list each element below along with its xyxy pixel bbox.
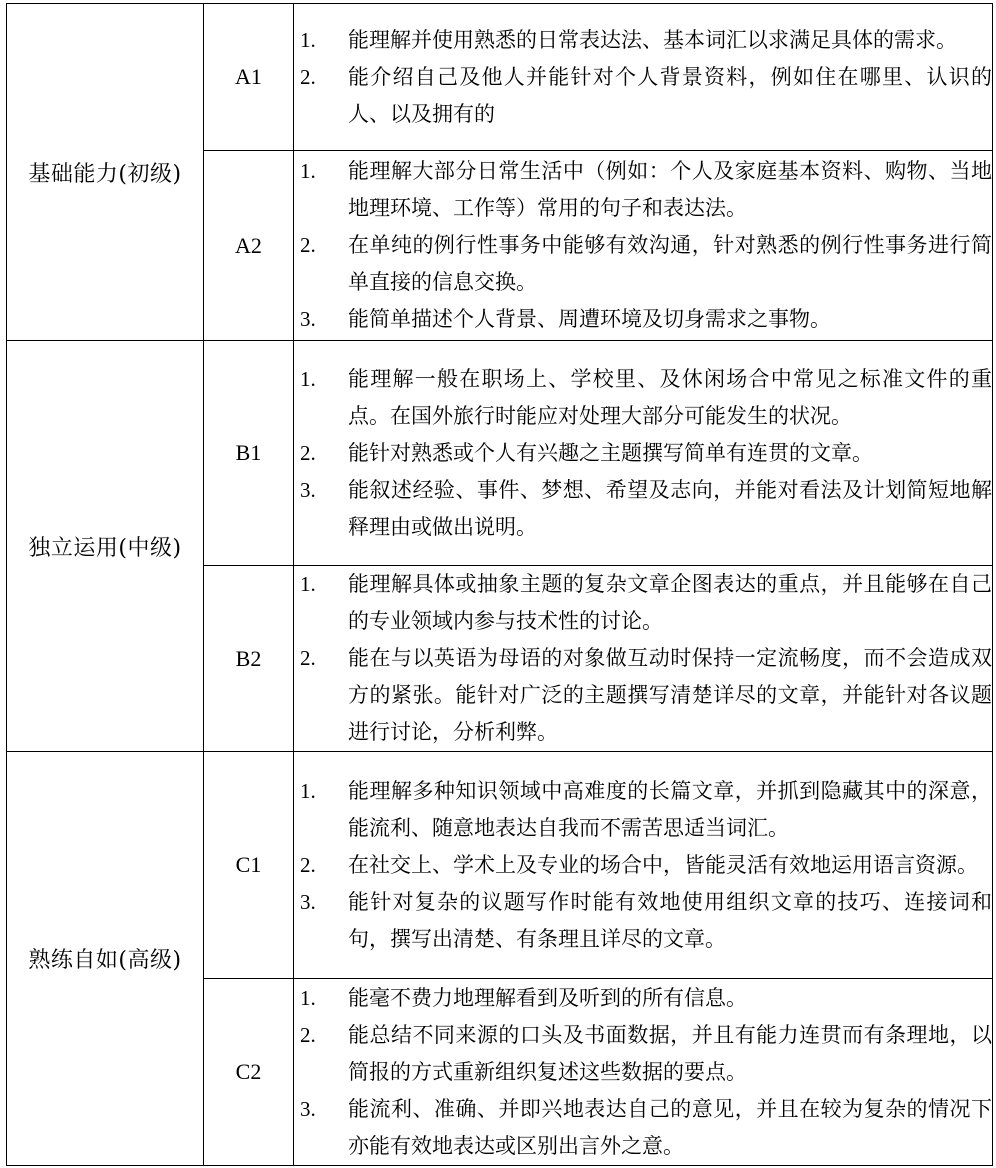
item-number: 3. bbox=[300, 1096, 316, 1121]
category-cell: 熟练自如(高级) bbox=[7, 752, 204, 1166]
description-list bbox=[294, 773, 992, 958]
item-text: 能介绍自己及他人并能针对个人背景资料，例如住在哪里、认识的人、以及拥有的 bbox=[348, 64, 992, 126]
list-item bbox=[294, 59, 992, 133]
item-number: 2. bbox=[300, 233, 316, 257]
item-number: 2. bbox=[300, 1022, 316, 1047]
list-item bbox=[294, 847, 992, 884]
level-cell: A2 bbox=[204, 151, 294, 341]
item-text: 能在与以英语为母语的对象做互动时保持一定流畅度，而不会造成双方的紧张。能针对广泛的主题撰写清楚详尽的文章，并能针对各议题进行讨论，分析利弊。 bbox=[348, 646, 992, 744]
item-number: 1. bbox=[300, 985, 316, 1010]
item-text: 能理解具体或抽象主题的复杂文章企图表达的重点，并且能够在自己的专业领域内参与技术性的讨论。 bbox=[348, 572, 992, 633]
description-cell bbox=[294, 151, 993, 341]
category-cell: 基础能力(初级) bbox=[7, 4, 204, 341]
item-number: 2. bbox=[300, 852, 316, 877]
item-text: 能理解大部分日常生活中（例如：个人及家庭基本资料、购物、当地地理环境、工作等）常用的句子和表达法。 bbox=[348, 159, 992, 220]
proficiency-table-body bbox=[7, 4, 993, 1166]
list-item bbox=[294, 884, 992, 958]
description-cell bbox=[294, 4, 993, 151]
description-list bbox=[294, 566, 992, 751]
list-item bbox=[294, 153, 992, 227]
description-list bbox=[294, 361, 992, 546]
item-text: 能叙述经验、事件、梦想、希望及志向，并能对看法及计划简短地解释理由或做出说明。 bbox=[348, 477, 992, 539]
list-item bbox=[294, 361, 992, 435]
item-number: 1. bbox=[300, 572, 316, 596]
list-item bbox=[294, 1091, 992, 1165]
level-cell: A1 bbox=[204, 4, 294, 151]
list-item bbox=[294, 435, 992, 472]
item-text: 能总结不同来源的口头及书面数据，并且有能力连贯而有条理地，以简报的方式重新组织复述这些数据的要点。 bbox=[348, 1022, 992, 1084]
description-list bbox=[294, 980, 992, 1165]
item-text: 能理解并使用熟悉的日常表达法、基本词汇以求满足具体的需求。 bbox=[348, 27, 957, 52]
item-number: 2. bbox=[300, 646, 316, 670]
item-text: 能针对熟悉或个人有兴趣之主题撰写简单有连贯的文章。 bbox=[348, 440, 873, 465]
item-number: 1. bbox=[300, 27, 316, 52]
item-number: 1. bbox=[300, 159, 316, 183]
item-number: 1. bbox=[300, 366, 316, 391]
description-cell bbox=[294, 979, 993, 1166]
level-cell: B2 bbox=[204, 566, 294, 752]
description-cell bbox=[294, 341, 993, 566]
item-text: 能针对复杂的议题写作时能有效地使用组织文章的技巧、连接词和句，撰写出清楚、有条理且详尽的文章。 bbox=[348, 889, 992, 951]
item-number: 3. bbox=[300, 889, 316, 914]
description-cell bbox=[294, 752, 993, 979]
level-cell: C2 bbox=[204, 979, 294, 1166]
item-text: 能理解多种知识领域中高难度的长篇文章，并抓到隐藏其中的深意，能流利、随意地表达自我而不需苦思适当词汇。 bbox=[348, 778, 992, 840]
list-item bbox=[294, 1017, 992, 1091]
list-item bbox=[294, 640, 992, 751]
item-number: 1. bbox=[300, 778, 316, 803]
item-text: 能理解一般在职场上、学校里、及休闲场合中常见之标准文件的重点。在国外旅行时能应对处理大部分可能发生的状况。 bbox=[348, 366, 992, 428]
item-number: 2. bbox=[300, 64, 316, 89]
list-item bbox=[294, 472, 992, 546]
level-cell: B1 bbox=[204, 341, 294, 566]
item-text: 在社交上、学术上及专业的场合中，皆能灵活有效地运用语言资源。 bbox=[348, 852, 978, 877]
item-text: 在单纯的例行性事务中能够有效沟通，针对熟悉的例行性事务进行简单直接的信息交换。 bbox=[348, 233, 992, 294]
list-item bbox=[294, 773, 992, 847]
category-cell: 独立运用(中级) bbox=[7, 341, 204, 752]
item-number: 3. bbox=[300, 477, 316, 502]
proficiency-table bbox=[6, 3, 993, 1166]
table-row bbox=[7, 752, 993, 979]
list-item bbox=[294, 566, 992, 640]
list-item bbox=[294, 22, 992, 59]
description-cell bbox=[294, 566, 993, 752]
description-list bbox=[294, 153, 992, 338]
table-row bbox=[7, 341, 993, 566]
description-list bbox=[294, 22, 992, 133]
list-item bbox=[294, 227, 992, 301]
list-item bbox=[294, 980, 992, 1017]
table-row bbox=[7, 4, 993, 151]
item-text: 能毫不费力地理解看到及听到的所有信息。 bbox=[348, 985, 747, 1010]
level-cell: C1 bbox=[204, 752, 294, 979]
item-text: 能简单描述个人背景、周遭环境及切身需求之事物。 bbox=[348, 307, 831, 331]
item-number: 2. bbox=[300, 440, 316, 465]
item-number: 3. bbox=[300, 307, 316, 331]
list-item bbox=[294, 301, 992, 338]
item-text: 能流利、准确、并即兴地表达自己的意见，并且在较为复杂的情况下亦能有效地表达或区别出言外之意。 bbox=[348, 1096, 992, 1158]
